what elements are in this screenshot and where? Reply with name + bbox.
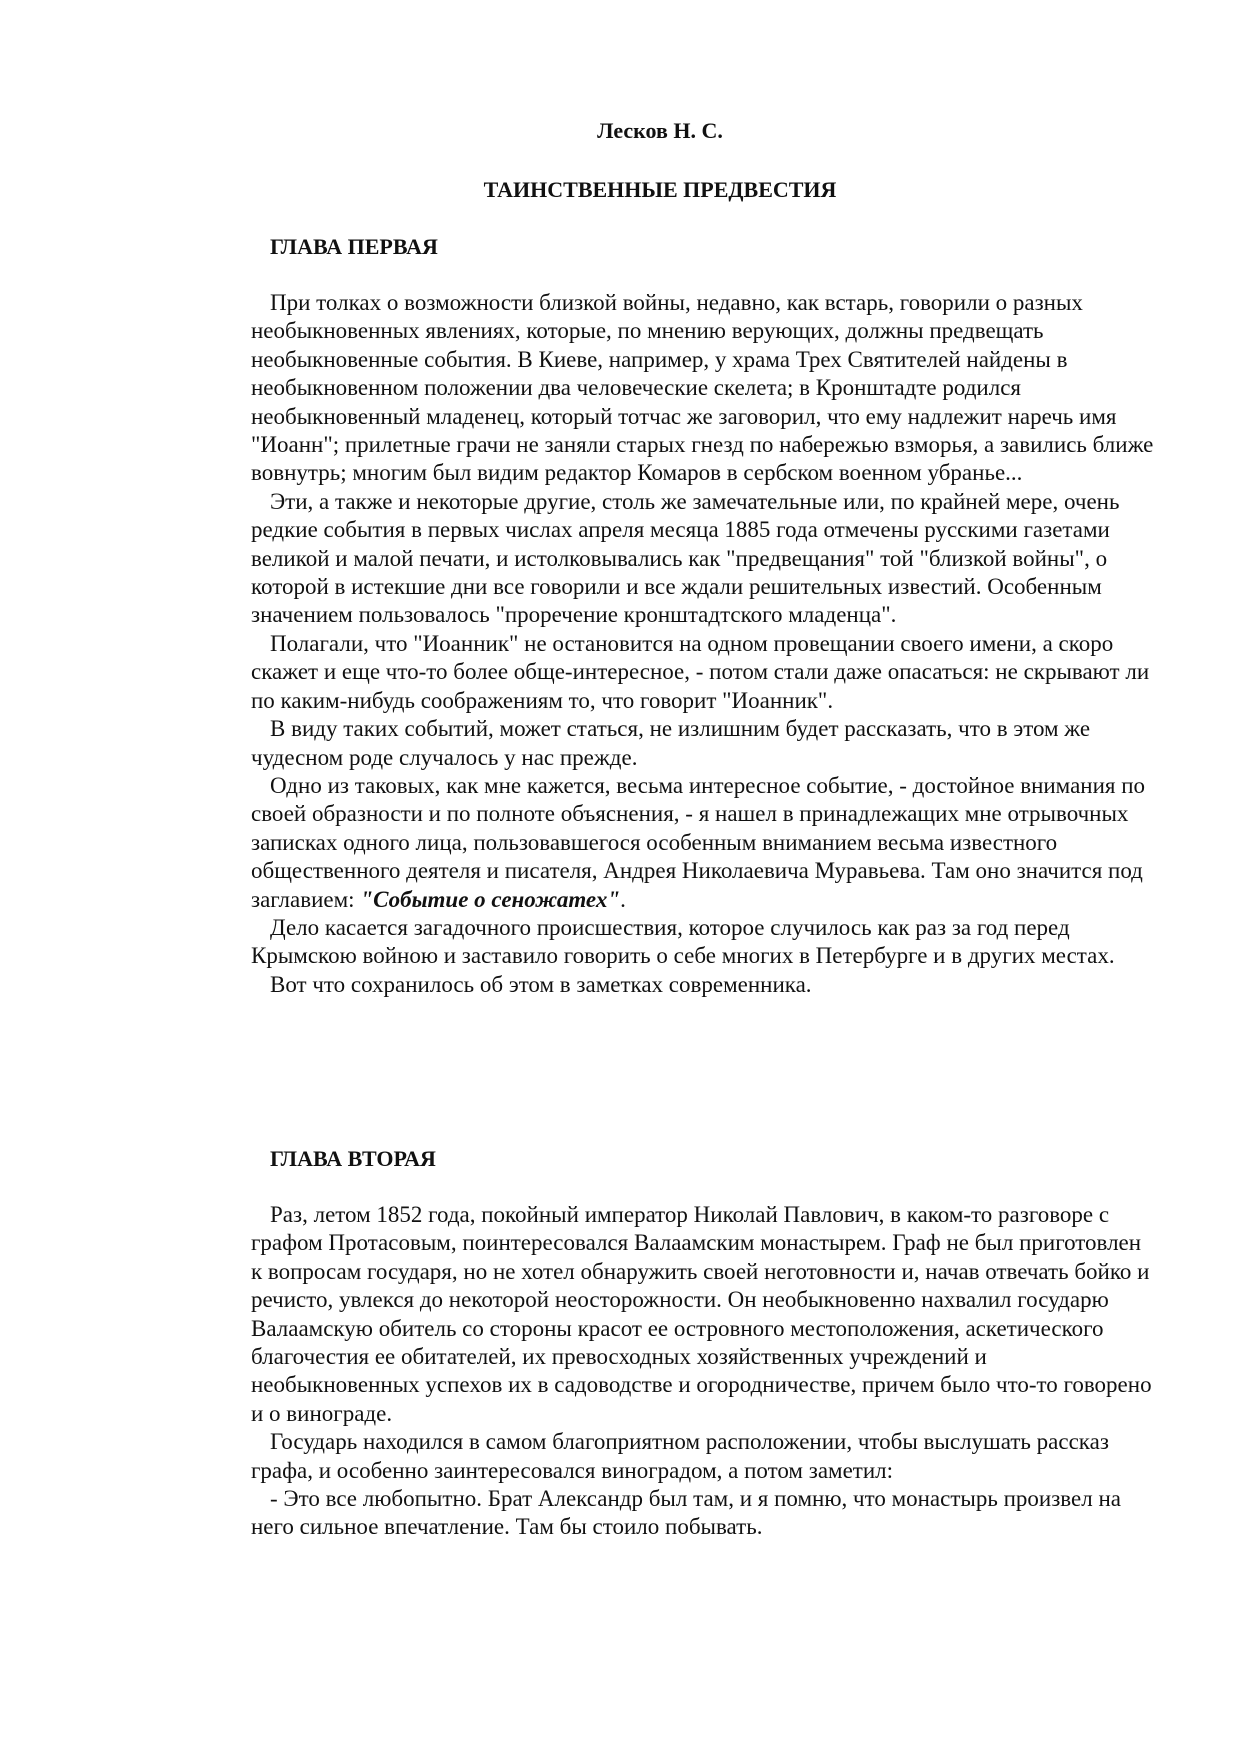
paragraph-text: Одно из таковых, как мне кажется, весьма интересное событие, - достойное внимания по своей образности и по полноте объяснения, - я нашел в принадлежащих мне отрывочных записках одного лица, пользовавшегося особенным вниманием весьма известного общественного деятеля и писателя, Андрея Николаевича Муравьева. Там оно значится под заглавием: — [251, 772, 1146, 912]
paragraph: - Это все любопытно. Брат Александр был там, и я помню, что монастырь произвел на него сильное впечатление. Там бы стоило побывать. — [251, 1486, 1121, 1540]
paragraph: Раз, летом 1852 года, покойный император Николай Павлович, в каком-то разговоре с графом Протасовым, поинтересовался Валаамским монастырем. Граф не был приготовлен к вопросам государя, но не хотел обнаружить своей неготовности и, начав отвечать бойко и речисто, увлекся до некоторой неосторожности. Он необыкновенно нахвалил государю Валаамскую обитель со стороны красот ее островного местоположения, аскетического благочестия ее обитателей, их превосходных хозяйственных учреждений и необыкновенных успехов их в садоводстве и огородничестве, причем было что-то говорено и о винограде. — [251, 1202, 1152, 1426]
paragraph: Дело касается загадочного происшествия, которое случилось как раз за год перед Крымскою войною и заставило говорить о себе многих в Петербурге и в других местах. — [251, 914, 1115, 969]
emphasized-title: "Событие о сеножатех" — [360, 886, 621, 912]
paragraph: Государь находился в самом благоприятном расположении, чтобы выслушать рассказ графа, и особенно заинтересовался виноградом, а потом заметил: — [251, 1429, 1109, 1483]
chapter-2-body — [251, 1201, 1156, 1542]
author-name: Лесков Н. С. — [597, 118, 723, 143]
paragraph — [251, 772, 1156, 914]
document-title: ТАИНСТВЕННЫЕ ПРЕДВЕСТИЯ — [483, 177, 837, 202]
chapter-1-body — [251, 289, 1156, 999]
paragraph: При толках о возможности близкой войны, недавно, как встарь, говорили о разных необыкновенных явлениях, которые, по мнению верующих, должны предвещать необыкновенные события. В Киеве, например, у храма Трех Святителей найдены в необыкновенном положении два человеческие скелета; в Кронштадте родился необыкновенный младенец, который тотчас же заговорил, что ему надлежит наречь имя "Иоанн"; прилетные грачи не заняли старых гнезд по набережью взморья, а завились ближе вовнутрь; многим был видим редактор Комаров в сербском военном убранье... — [251, 290, 1154, 486]
paragraph: Эти, а также и некоторые другие, столь же замечательные или, по крайней мере, очень редкие события в первых числах апреля месяца 1885 года отмечены русскими газетами великой и малой печати, и истолковывались как "предвещания" той "близкой войны", о которой в истекшие дни все говорили и все ждали решительных известий. Особенным значением пользовалось "проречение кронштадтского младенца". — [251, 488, 1120, 628]
paragraph: В виду таких событий, может статься, не излишним будет рассказать, что в этом же чудесном роде случалось у нас прежде. — [251, 716, 1091, 770]
chapter-1-heading: ГЛАВА ПЕРВАЯ — [270, 234, 438, 259]
paragraph-tail: . — [620, 886, 626, 912]
chapter-2-heading: ГЛАВА ВТОРАЯ — [270, 1146, 436, 1171]
paragraph: Вот что сохранилось об этом в заметках современника. — [270, 971, 812, 997]
paragraph: Полагали, что "Иоанник" не остановится на одном провещании своего имени, а скоро скажет и еще что-то более обще-интересное, - потом стали даже опасаться: не скрывают ли по каким-нибудь соображениям то, что говорит "Иоанник". — [251, 630, 1150, 713]
